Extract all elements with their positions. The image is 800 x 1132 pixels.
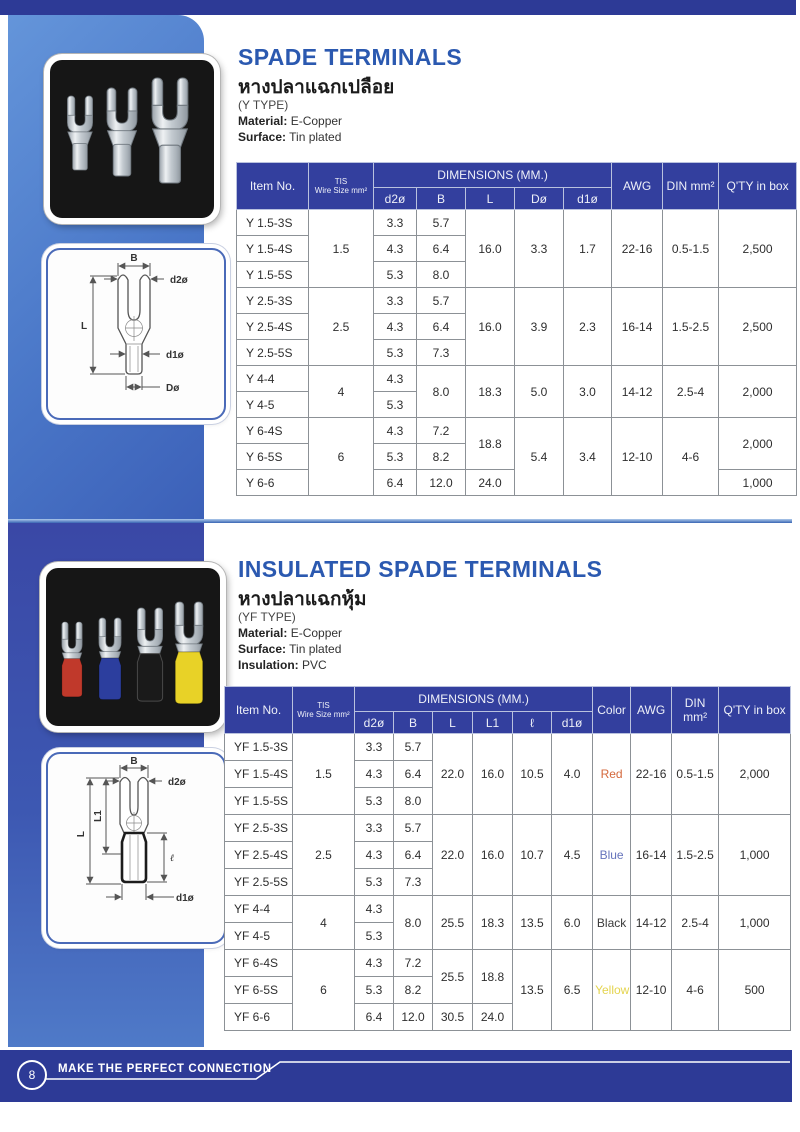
table-cell: 14-12 xyxy=(631,896,672,950)
table-cell: 1.5 xyxy=(309,210,374,288)
bare-spade-terminals-photo xyxy=(44,54,220,224)
dim-label-d2: d2ø xyxy=(168,777,186,788)
table-cell: 6 xyxy=(309,418,374,496)
table-cell: 8.2 xyxy=(417,444,466,470)
table-cell: 7.3 xyxy=(394,869,433,896)
table-cell: 24.0 xyxy=(473,1004,513,1031)
table-cell: YF 4-5 xyxy=(225,923,293,950)
column-header: TIS Wire Size mm² xyxy=(293,687,355,734)
table-cell: 10.7 xyxy=(513,815,552,896)
footer-bar xyxy=(0,1050,792,1102)
table-cell: 2,000 xyxy=(719,366,797,418)
dim-label-B: B xyxy=(130,253,138,264)
table-cell: 4.0 xyxy=(552,734,593,815)
table-cell: 22.0 xyxy=(433,815,473,896)
table-row xyxy=(237,210,797,236)
table-cell: 5.7 xyxy=(394,734,433,761)
table-cell: 5.3 xyxy=(374,392,417,418)
dim-label-L: L xyxy=(80,321,88,332)
blue-sleeve xyxy=(99,658,121,700)
dim-label-d1: d1ø xyxy=(176,893,194,904)
table-cell: 1.5-2.5 xyxy=(663,288,719,366)
column-header: L xyxy=(433,712,473,734)
table-row xyxy=(237,288,797,314)
material-label: Material: xyxy=(238,626,288,640)
table-row xyxy=(225,950,791,977)
table-cell: 5.3 xyxy=(355,923,394,950)
column-header: d1ø xyxy=(564,188,612,210)
column-header: Q'TY in box xyxy=(719,163,797,210)
spade-terminals-table xyxy=(236,162,797,496)
section1-type-label: (Y TYPE) xyxy=(238,98,289,112)
surface-label: Surface: xyxy=(238,642,287,656)
table-cell: 4.3 xyxy=(355,842,394,869)
table-cell: 16-14 xyxy=(612,288,663,366)
table-cell: 4-6 xyxy=(663,418,719,496)
table-cell: 13.5 xyxy=(513,950,552,1031)
section-divider-line xyxy=(8,519,792,523)
table-row xyxy=(237,366,797,392)
dim-label-L1: L1 xyxy=(93,810,104,822)
material-label: Material: xyxy=(238,114,288,128)
section2-type-label: (YF TYPE) xyxy=(238,610,296,624)
dim-label-L: L xyxy=(76,830,87,838)
table-cell: 25.5 xyxy=(433,950,473,1004)
table-cell: 6.4 xyxy=(394,761,433,788)
section2-title: INSULATED SPADE TERMINALS xyxy=(238,556,603,582)
table-cell: Y 6-5S xyxy=(237,444,309,470)
table-cell: 7.2 xyxy=(394,950,433,977)
yellow-sleeve xyxy=(175,652,203,704)
table-cell: 16-14 xyxy=(631,815,672,896)
table-cell: YF 2.5-5S xyxy=(225,869,293,896)
section2-thai-subtitle: หางปลาแฉกหุ้ม xyxy=(238,588,367,610)
table-cell: Blue xyxy=(593,815,631,896)
table-cell: 4.3 xyxy=(374,418,417,444)
section2-insulation-line xyxy=(238,658,327,672)
table-cell: Black xyxy=(593,896,631,950)
table-cell: Y 1.5-3S xyxy=(237,210,309,236)
column-header: d1ø xyxy=(552,712,593,734)
table-cell: 2,500 xyxy=(719,210,797,288)
table-cell: 4.3 xyxy=(355,950,394,977)
black-sleeve xyxy=(137,654,162,702)
table-cell: Y 1.5-5S xyxy=(237,262,309,288)
table-cell: 4.3 xyxy=(374,314,417,340)
table-cell: 4 xyxy=(309,366,374,418)
insulated-spade-terminals-photo xyxy=(40,562,226,732)
dimension-drawing-yf-type xyxy=(48,754,220,938)
top-accent-bar xyxy=(0,0,796,15)
table-cell: 4-6 xyxy=(672,950,719,1031)
table-cell: 5.4 xyxy=(515,418,564,496)
table-cell: 3.3 xyxy=(374,210,417,236)
table-cell: 3.3 xyxy=(374,288,417,314)
table-cell: 4 xyxy=(293,896,355,950)
insulated-terminal-illustration xyxy=(46,568,208,714)
table-cell: YF 6-4S xyxy=(225,950,293,977)
table-cell: 3.9 xyxy=(515,288,564,366)
bare-terminal-dimension-diagram xyxy=(46,248,226,420)
table-cell: 16.0 xyxy=(466,288,515,366)
table-cell: Y 4-4 xyxy=(237,366,309,392)
table-cell: 1.5-2.5 xyxy=(672,815,719,896)
table-cell: 30.5 xyxy=(433,1004,473,1031)
table-cell: 5.3 xyxy=(374,340,417,366)
table-cell: 22.0 xyxy=(433,734,473,815)
table-cell: 8.2 xyxy=(394,977,433,1004)
page-number-badge xyxy=(17,1060,47,1090)
bare-terminal-illustration xyxy=(50,60,202,206)
table-cell: 2.5 xyxy=(309,288,374,366)
column-header: Dø xyxy=(515,188,564,210)
table-row xyxy=(225,734,791,761)
column-header: AWG xyxy=(612,163,663,210)
table-cell: YF 6-6 xyxy=(225,1004,293,1031)
table-cell: YF 1.5-3S xyxy=(225,734,293,761)
table-cell: 18.3 xyxy=(466,366,515,418)
table-cell: 24.0 xyxy=(466,470,515,496)
table-cell: 8.0 xyxy=(417,366,466,418)
column-header: Item No. xyxy=(225,687,293,734)
table-cell: YF 6-5S xyxy=(225,977,293,1004)
table-cell: 6 xyxy=(293,950,355,1031)
table-cell: Y 6-4S xyxy=(237,418,309,444)
table-cell: 0.5-1.5 xyxy=(672,734,719,815)
table-cell: 5.7 xyxy=(417,210,466,236)
dimension-drawing-y-type xyxy=(48,250,220,414)
dim-label-D: Dø xyxy=(166,383,180,394)
footer-tagline: MAKE THE PERFECT CONNECTION xyxy=(58,1063,272,1075)
surface-label: Surface: xyxy=(238,130,287,144)
section1-material-line xyxy=(238,114,342,128)
table-cell: 10.5 xyxy=(513,734,552,815)
table-cell: 0.5-1.5 xyxy=(663,210,719,288)
table-cell: 1,000 xyxy=(719,815,791,896)
dim-label-B: B xyxy=(130,756,138,767)
table-cell: YF 1.5-5S xyxy=(225,788,293,815)
section2-material-line xyxy=(238,626,342,640)
table-row xyxy=(237,418,797,444)
table-cell: 5.3 xyxy=(355,788,394,815)
material-value: E-Copper xyxy=(287,114,343,128)
table-cell: 18.3 xyxy=(473,896,513,950)
table-cell: 5.3 xyxy=(355,977,394,1004)
insulation-label: Insulation: xyxy=(238,658,299,672)
table-cell: 3.3 xyxy=(515,210,564,288)
table-cell: 8.0 xyxy=(394,896,433,950)
table-cell: 500 xyxy=(719,950,791,1031)
table-cell: 5.7 xyxy=(417,288,466,314)
table-cell: 7.3 xyxy=(417,340,466,366)
table-cell: 2,000 xyxy=(719,734,791,815)
table-cell: 12.0 xyxy=(417,470,466,496)
section1-title: SPADE TERMINALS xyxy=(238,44,463,70)
dim-label-d1: d1ø xyxy=(166,350,184,361)
table-cell: 3.3 xyxy=(355,815,394,842)
column-header: DIMENSIONS (MM.) xyxy=(374,163,612,188)
table-cell: Y 2.5-3S xyxy=(237,288,309,314)
table-cell: 2.3 xyxy=(564,288,612,366)
table-cell: 7.2 xyxy=(417,418,466,444)
column-header: d2ø xyxy=(355,712,394,734)
table-cell: 3.4 xyxy=(564,418,612,496)
insulated-spade-terminals-table xyxy=(224,686,791,1031)
table-cell: YF 1.5-4S xyxy=(225,761,293,788)
table-cell: 5.7 xyxy=(394,815,433,842)
table-cell: 2.5 xyxy=(293,815,355,896)
table-cell: 6.4 xyxy=(417,314,466,340)
surface-value: Tin plated xyxy=(286,130,342,144)
table-cell: 22-16 xyxy=(631,734,672,815)
insulation-value: PVC xyxy=(298,658,327,672)
table-cell: 12.0 xyxy=(394,1004,433,1031)
table-cell: 4.3 xyxy=(374,366,417,392)
column-header: TIS Wire Size mm² xyxy=(309,163,374,210)
table-cell: 5.3 xyxy=(374,444,417,470)
table-cell: 6.4 xyxy=(374,470,417,496)
table-cell: 2,000 xyxy=(719,418,797,470)
table-cell: 6.4 xyxy=(355,1004,394,1031)
table-cell: 4.3 xyxy=(355,761,394,788)
column-header: AWG xyxy=(631,687,672,734)
column-header: L1 xyxy=(473,712,513,734)
column-header: B xyxy=(417,188,466,210)
table-cell: 1.5 xyxy=(293,734,355,815)
table-cell: 8.0 xyxy=(417,262,466,288)
table-cell: 8.0 xyxy=(394,788,433,815)
insulated-terminal-dimension-diagram xyxy=(46,752,226,944)
section2-surface-line xyxy=(238,642,341,656)
table-cell: Y 1.5-4S xyxy=(237,236,309,262)
table-cell: 2,500 xyxy=(719,288,797,366)
table-cell: Y 2.5-5S xyxy=(237,340,309,366)
table-cell: 18.8 xyxy=(466,418,515,470)
column-header: DIN mm² xyxy=(663,163,719,210)
table-cell: 6.4 xyxy=(394,842,433,869)
column-header: DIN mm² xyxy=(672,687,719,734)
column-header: L xyxy=(466,188,515,210)
table-cell: 5.3 xyxy=(374,262,417,288)
table-cell: 4.5 xyxy=(552,815,593,896)
table-cell: 16.0 xyxy=(473,815,513,896)
table-cell: 16.0 xyxy=(466,210,515,288)
surface-value: Tin plated xyxy=(286,642,342,656)
table-cell: 18.8 xyxy=(473,950,513,1004)
table-cell: 12-10 xyxy=(631,950,672,1031)
page-number: 8 xyxy=(28,1068,36,1082)
table-cell: 5.3 xyxy=(355,869,394,896)
column-header: Item No. xyxy=(237,163,309,210)
dim-label-script-l: ℓ xyxy=(170,853,175,864)
table-cell: Y 6-6 xyxy=(237,470,309,496)
table-cell: 5.0 xyxy=(515,366,564,418)
table-cell: 14-12 xyxy=(612,366,663,418)
table-cell: 6.5 xyxy=(552,950,593,1031)
table-cell: 4.3 xyxy=(355,896,394,923)
table-cell: Red xyxy=(593,734,631,815)
table-cell: YF 2.5-4S xyxy=(225,842,293,869)
column-header: d2ø xyxy=(374,188,417,210)
table-row xyxy=(225,815,791,842)
section1-thai-subtitle: หางปลาแฉกเปลือย xyxy=(238,76,395,98)
column-header: Q'TY in box xyxy=(719,687,791,734)
table-cell: YF 2.5-3S xyxy=(225,815,293,842)
table-cell: 6.0 xyxy=(552,896,593,950)
table-row xyxy=(225,896,791,923)
table-cell: 2.5-4 xyxy=(663,366,719,418)
column-header: ℓ xyxy=(513,712,552,734)
table-cell: 13.5 xyxy=(513,896,552,950)
section1-surface-line xyxy=(238,130,341,144)
table-cell: Y 4-5 xyxy=(237,392,309,418)
table-cell: 25.5 xyxy=(433,896,473,950)
table-cell: 12-10 xyxy=(612,418,663,496)
table-cell: 3.3 xyxy=(355,734,394,761)
dim-label-d2: d2ø xyxy=(170,275,188,286)
table-cell: 1,000 xyxy=(719,470,797,496)
table-cell: YF 4-4 xyxy=(225,896,293,923)
column-header: B xyxy=(394,712,433,734)
table-cell: 1.7 xyxy=(564,210,612,288)
column-header: DIMENSIONS (MM.) xyxy=(355,687,593,712)
table-cell: Y 2.5-4S xyxy=(237,314,309,340)
material-value: E-Copper xyxy=(287,626,343,640)
column-header: Color xyxy=(593,687,631,734)
table-cell: Yellow xyxy=(593,950,631,1031)
table-cell: 3.0 xyxy=(564,366,612,418)
red-sleeve xyxy=(62,659,82,697)
table-cell: 2.5-4 xyxy=(672,896,719,950)
table-cell: 4.3 xyxy=(374,236,417,262)
table-cell: 16.0 xyxy=(473,734,513,815)
table-cell: 6.4 xyxy=(417,236,466,262)
table-cell: 1,000 xyxy=(719,896,791,950)
table-cell: 22-16 xyxy=(612,210,663,288)
